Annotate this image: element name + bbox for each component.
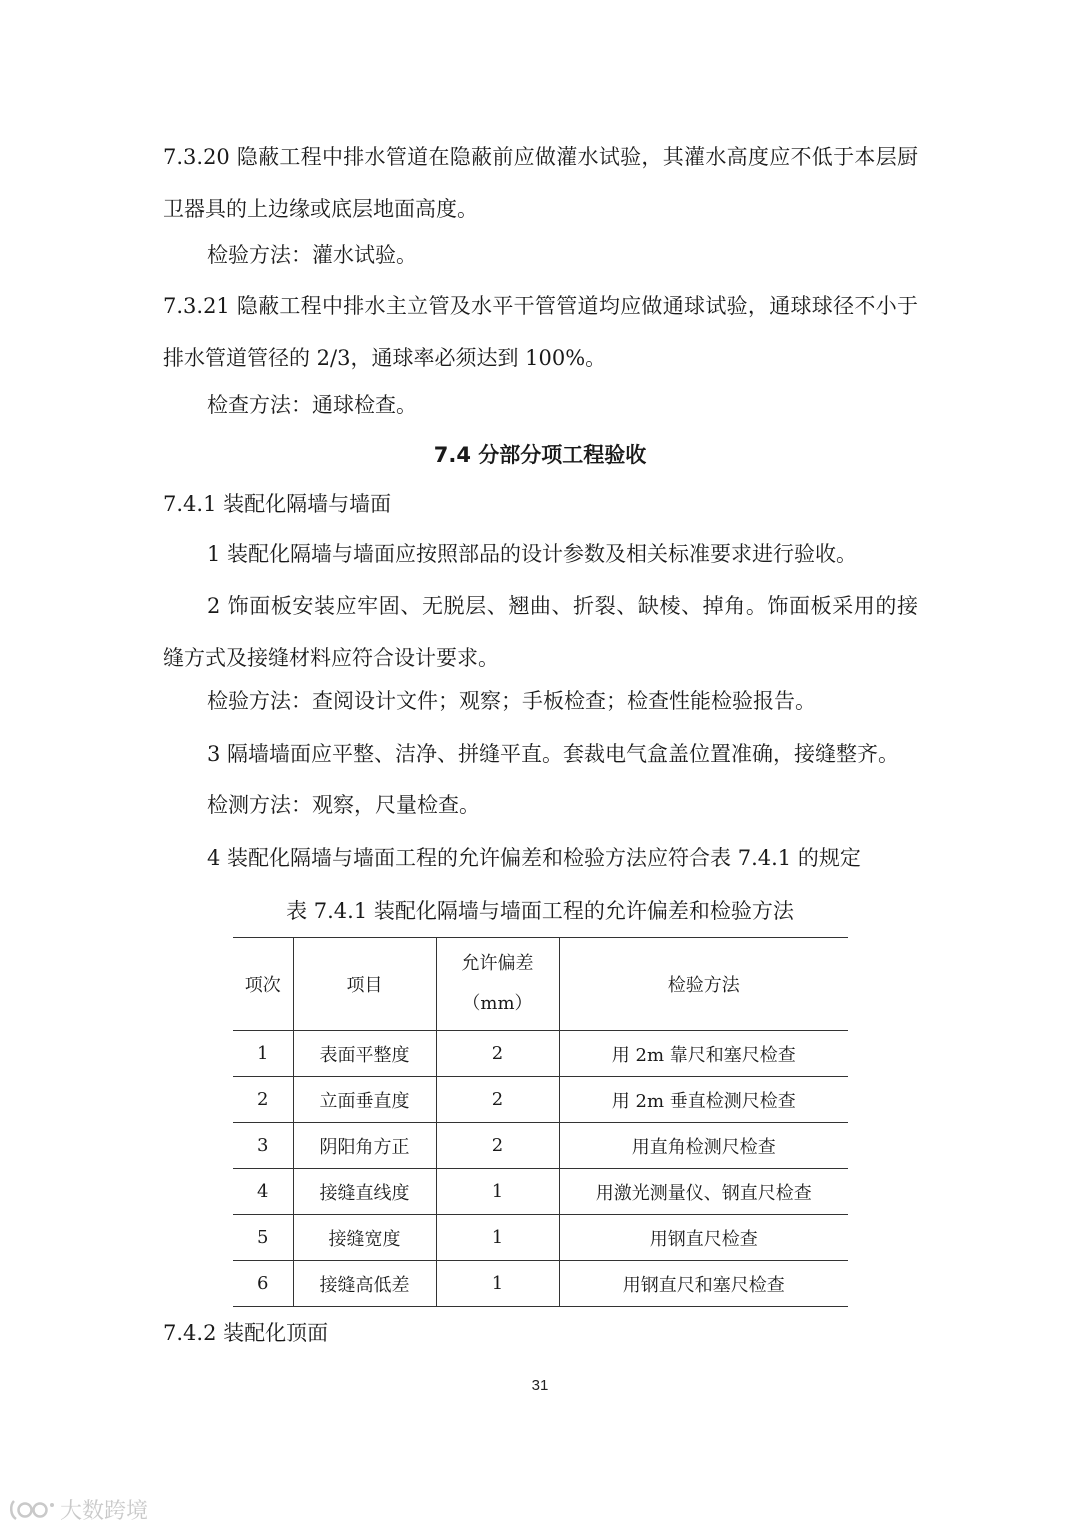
clause-7-4-2: 7.4.2 装配化顶面 xyxy=(163,1321,329,1345)
row-item: 接缝宽度 xyxy=(293,1215,436,1261)
row-method: 用直角检测尺检查 xyxy=(559,1123,848,1169)
row-no: 2 xyxy=(233,1077,293,1123)
row-method: 用激光测量仪、钢直尺检查 xyxy=(559,1169,848,1215)
clause-7-4-1-item-4: 4 装配化隔墙与墙面工程的允许偏差和检验方法应符合表 7.4.1 的规定 xyxy=(207,846,861,870)
row-deviation: 1 xyxy=(436,1261,559,1307)
clause-7-3-21: 7.3.21 隐蔽工程中排水主立管及水平干管管道均应做通球试验，通球球径不小于排水管道管径的 2/3，通球率必须达到 100%。 xyxy=(163,294,918,370)
clause-7-3-20-method: 检验方法：灌水试验。 xyxy=(207,243,417,267)
row-no: 3 xyxy=(233,1123,293,1169)
row-no: 5 xyxy=(233,1215,293,1261)
watermark-text: 大数跨境 xyxy=(60,1499,149,1524)
row-method: 用钢直尺和塞尺检查 xyxy=(559,1261,848,1307)
row-no: 1 xyxy=(233,1031,293,1077)
table-row xyxy=(233,1031,848,1077)
watermark-logo-icon xyxy=(8,1497,56,1523)
row-item: 接缝高低差 xyxy=(293,1261,436,1307)
section-heading: 7.4 分部分项工程验收 xyxy=(433,443,647,467)
row-no: 4 xyxy=(233,1169,293,1215)
row-method: 用钢直尺检查 xyxy=(559,1215,848,1261)
clause-7-4-1-item-2-method: 检验方法：查阅设计文件；观察；手板检查；检查性能检验报告。 xyxy=(207,689,816,713)
table-header-row xyxy=(233,938,848,1031)
clause-7-3-21-method: 检查方法：通球检查。 xyxy=(207,393,417,417)
header-deviation xyxy=(436,938,559,1031)
clause-7-4-1: 7.4.1 装配化隔墙与墙面 xyxy=(163,492,392,516)
page-number: 31 xyxy=(531,1377,549,1394)
row-item: 阴阳角方正 xyxy=(293,1123,436,1169)
table-row xyxy=(233,1077,848,1123)
header-deviation-unit: （mm） xyxy=(462,993,533,1014)
row-no: 6 xyxy=(233,1261,293,1307)
header-no: 项次 xyxy=(233,938,293,1031)
row-item: 表面平整度 xyxy=(293,1031,436,1077)
row-deviation: 1 xyxy=(436,1215,559,1261)
row-deviation: 1 xyxy=(436,1169,559,1215)
row-method: 用 2m 垂直检测尺检查 xyxy=(559,1077,848,1123)
watermark xyxy=(8,1494,148,1525)
table-row xyxy=(233,1169,848,1215)
row-item: 立面垂直度 xyxy=(293,1077,436,1123)
clause-7-3-20: 7.3.20 隐蔽工程中排水管道在隐蔽前应做灌水试验，其灌水高度应不低于本层厨卫器具的上边缘或底层地面高度。 xyxy=(163,145,918,221)
row-deviation: 2 xyxy=(436,1031,559,1077)
table-row xyxy=(233,1261,848,1307)
table-caption: 表 7.4.1 装配化隔墙与墙面工程的允许偏差和检验方法 xyxy=(286,899,794,923)
header-item: 项目 xyxy=(293,938,436,1031)
row-deviation: 2 xyxy=(436,1077,559,1123)
table-row xyxy=(233,1123,848,1169)
clause-7-4-1-item-3-method: 检测方法：观察，尺量检查。 xyxy=(207,793,480,817)
clause-7-4-1-item-1: 1 装配化隔墙与墙面应按照部品的设计参数及相关标准要求进行验收。 xyxy=(207,542,858,566)
row-deviation: 2 xyxy=(436,1123,559,1169)
header-deviation-label: 允许偏差 xyxy=(461,953,534,974)
row-method: 用 2m 靠尺和塞尺检查 xyxy=(559,1031,848,1077)
deviation-table xyxy=(233,937,848,1307)
row-item: 接缝直线度 xyxy=(293,1169,436,1215)
clause-7-4-1-item-3: 3 隔墙墙面应平整、洁净、拼缝平直。套裁电气盒盖位置准确，接缝整齐。 xyxy=(207,742,900,766)
clause-7-4-1-item-2: 2 饰面板安装应牢固、无脱层、翘曲、折裂、缺棱、掉角。饰面板采用的接缝方式及接缝材料应符合设计要求。 xyxy=(163,594,918,670)
table-row xyxy=(233,1215,848,1261)
header-method: 检验方法 xyxy=(559,938,848,1031)
